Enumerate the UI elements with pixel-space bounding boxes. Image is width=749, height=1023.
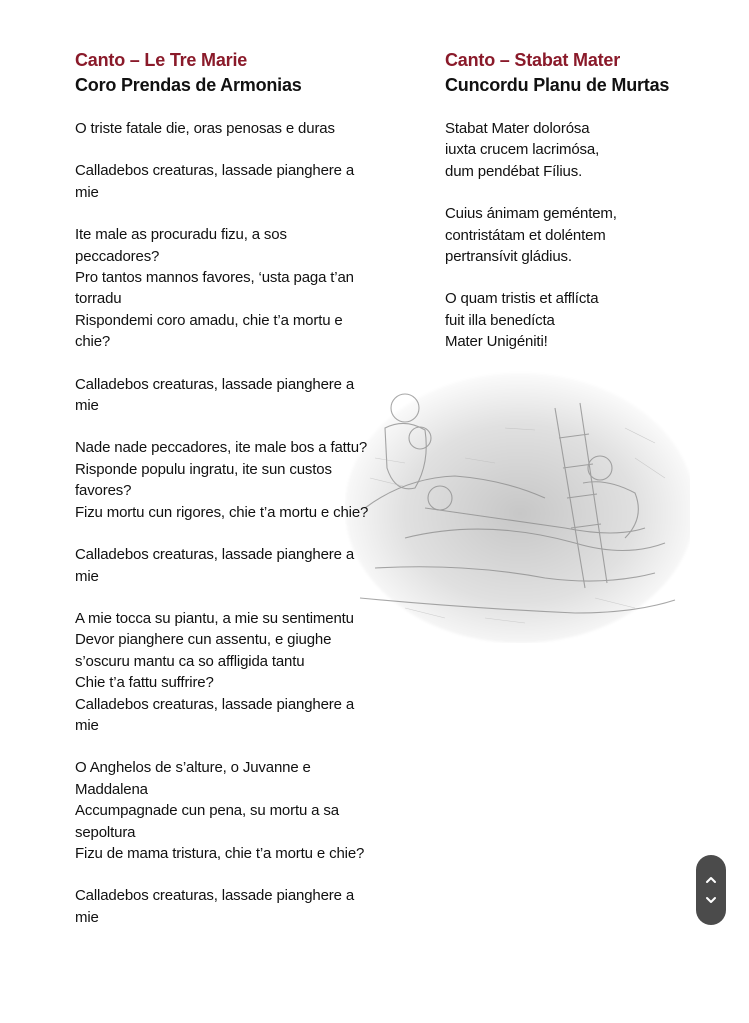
lyric-line: favores?: [75, 482, 132, 500]
lyric-line: torradu: [75, 290, 122, 308]
left-choir-name: Coro Prendas de Armonias: [75, 75, 302, 95]
lyric-line: mie: [75, 716, 99, 734]
lyric-line: Nade nade peccadores, ite male bos a fattu?: [75, 439, 368, 457]
lyric-line: Devor pianghere cun assentu, e giughe: [75, 631, 332, 649]
lyric-line: chie?: [75, 333, 111, 351]
stanza: [75, 757, 375, 864]
lyric-line: O quam tristis et afflícta: [445, 290, 599, 308]
lyric-line: Ite male as procuradu fizu, a sos peccadores?: [75, 226, 287, 265]
stanza: [75, 608, 375, 736]
right-canto-title: Canto – Stabat Mater: [445, 50, 621, 70]
scroll-control: [696, 855, 726, 925]
lyric-line: O triste fatale die, oras penosas e duras: [75, 120, 335, 137]
stanza: [445, 118, 735, 182]
lyric-line: contristátam et doléntem: [445, 226, 606, 244]
chevron-up-icon[interactable]: [704, 873, 718, 887]
lyric-line: A mie tocca su piantu, a mie su sentimentu: [75, 609, 354, 627]
lyric-line: Mater Unigéniti!: [445, 333, 548, 351]
lyric-line: Stabat Mater dolorósa: [445, 120, 590, 137]
left-canto-title: Canto – Le Tre Marie: [75, 50, 248, 70]
stanza: [75, 437, 375, 523]
lyric-line: iuxta crucem lacrimósa,: [445, 141, 600, 159]
lyric-line: dum pendébat Fílius.: [445, 162, 583, 180]
lyric-line: Accumpagnade cun pena, su mortu a sa: [75, 802, 339, 820]
stanza: [445, 288, 735, 352]
lyric-line: mie: [75, 567, 99, 585]
lyric-line: Cuius ánimam geméntem,: [445, 205, 617, 223]
right-lyrics: [445, 118, 735, 353]
stanza: [75, 118, 375, 139]
stanza: [75, 885, 375, 928]
lyric-line: mie: [75, 183, 99, 201]
lamentation-illustration: [345, 368, 690, 643]
right-choir-name: Cuncordu Planu de Murtas: [445, 75, 670, 95]
lyric-line: O Anghelos de s’alture, o Juvanne e: [75, 759, 311, 777]
lyric-line: Fizu de mama tristura, chie t’a mortu e chie?: [75, 844, 365, 862]
chevron-down-icon[interactable]: [704, 893, 718, 907]
lyric-line: s’oscuru mantu ca so affligida tantu: [75, 652, 305, 670]
lyric-line: fuit illa benedícta: [445, 311, 555, 329]
lyric-line: Calladebos creaturas, lassade pianghere a: [75, 546, 355, 564]
stanza: [75, 544, 375, 587]
lyric-line: Rispondemi coro amadu, chie t’a mortu e: [75, 311, 343, 329]
left-column: [75, 48, 375, 949]
stanza: [445, 203, 735, 267]
stanza: [75, 160, 375, 203]
lyric-line: Calladebos creaturas, lassade pianghere a: [75, 695, 355, 713]
lyric-line: Fizu mortu cun rigores, chie t’a mortu e chie?: [75, 503, 369, 521]
lyric-line: mie: [75, 397, 99, 415]
lyric-line: Risponde populu ingratu, ite sun custos: [75, 460, 332, 478]
lyric-line: Calladebos creaturas, lassade pianghere a: [75, 887, 355, 905]
lyric-line: Pro tantos mannos favores, ‘usta paga t’an: [75, 269, 354, 287]
right-column: [445, 48, 735, 374]
lyric-line: Chie t’a fattu suffrire?: [75, 674, 214, 692]
stanza: [75, 374, 375, 417]
lyric-line: sepoltura: [75, 823, 136, 841]
lyric-line: mie: [75, 908, 99, 926]
lyric-line: Maddalena: [75, 780, 148, 798]
left-lyrics: [75, 118, 375, 928]
lyric-line: Calladebos creaturas, lassade pianghere a: [75, 162, 355, 180]
lyric-line: Calladebos creaturas, lassade pianghere a: [75, 375, 355, 393]
lyric-line: pertransívit gládius.: [445, 248, 572, 266]
stanza: [75, 224, 375, 352]
